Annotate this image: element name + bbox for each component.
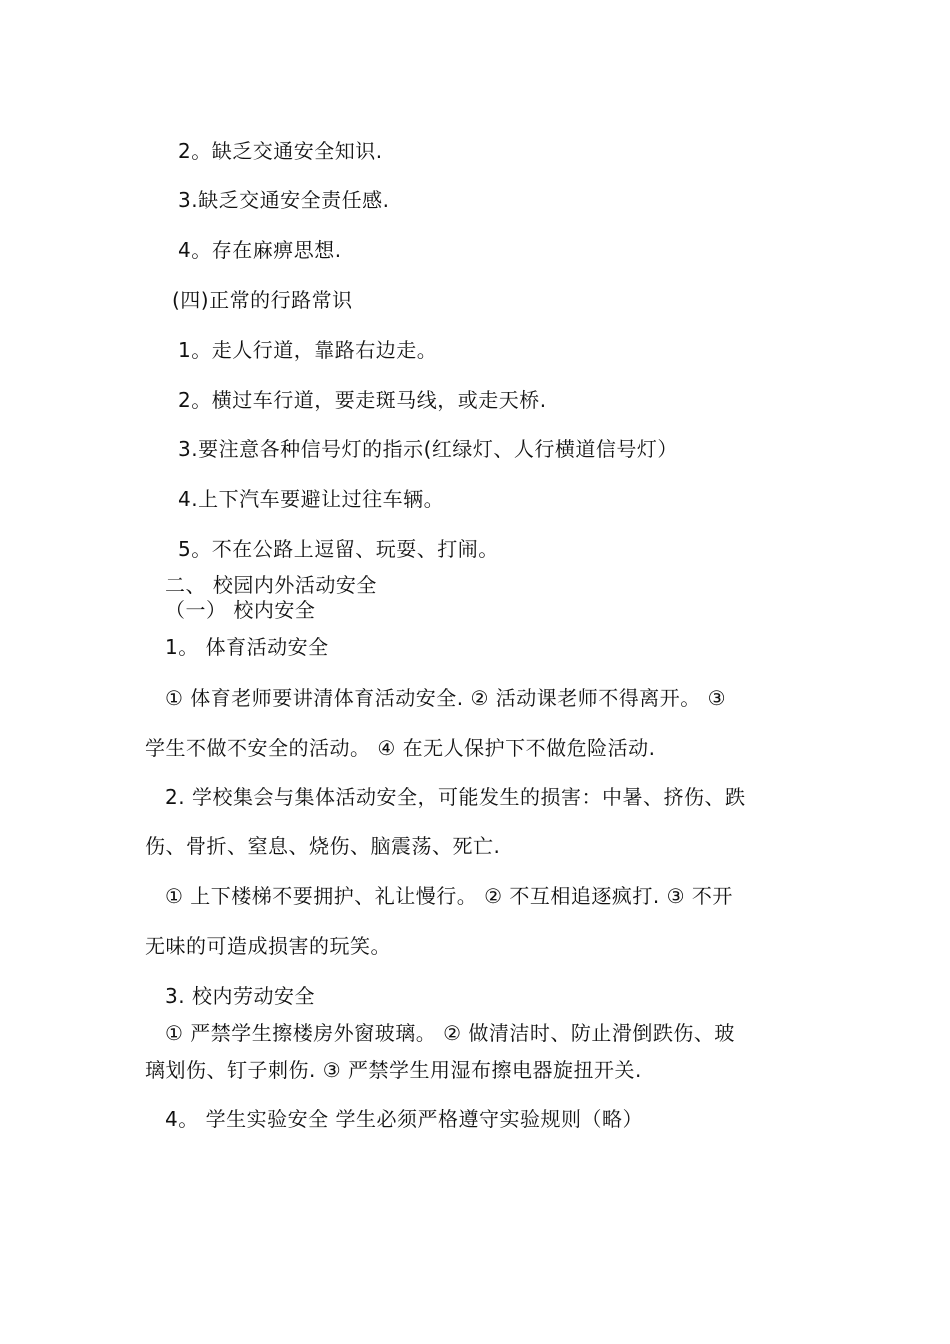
section-heading: （一） 校内安全 (165, 598, 316, 622)
text-line: 2. 学校集会与集体活动安全，可能发生的损害：中暑、挤伤、跌 (165, 785, 746, 809)
text-line: 4。存在麻痹思想. (178, 238, 342, 262)
text-line: 3.要注意各种信号灯的指示(红绿灯、人行横道信号灯） (178, 437, 678, 461)
text-line: 2。缺乏交通安全知识. (178, 139, 383, 163)
text-line: ① 严禁学生擦楼房外窗玻璃。 ② 做清洁时、防止滑倒跌伤、玻 (165, 1021, 735, 1045)
text-line: 学生不做不安全的活动。 ④ 在无人保护下不做危险活动. (145, 736, 656, 760)
text-line: 1。走人行道，靠路右边走。 (178, 338, 438, 362)
text-line: 3.缺乏交通安全责任感. (178, 188, 390, 212)
text-line: 2。横过车行道，要走斑马线，或走天桥. (178, 388, 547, 412)
text-line: ① 上下楼梯不要拥护、礼让慢行。 ② 不互相追逐疯打. ③ 不开 (165, 884, 733, 908)
subsection-heading: 1。 体育活动安全 (165, 635, 329, 659)
text-line: 4。 学生实验安全 学生必须严格遵守实验规则（略） (165, 1107, 643, 1131)
text-line: 伤、骨折、窒息、烧伤、脑震荡、死亡. (145, 834, 501, 858)
section-heading: (四)正常的行路常识 (172, 288, 353, 312)
text-line: ① 体育老师要讲清体育活动安全. ② 活动课老师不得离开。 ③ (165, 686, 727, 710)
text-line: 5。不在公路上逗留、玩耍、打闹。 (178, 537, 499, 561)
text-line: 无味的可造成损害的玩笑。 (145, 934, 391, 958)
text-line: 4.上下汽车要避让过往车辆。 (178, 487, 445, 511)
subsection-heading: 3. 校内劳动安全 (165, 984, 315, 1008)
text-line: 璃划伤、钉子刺伤. ③ 严禁学生用湿布擦电器旋扭开关. (145, 1058, 642, 1082)
chapter-heading: 二、 校园内外活动安全 (165, 573, 377, 597)
